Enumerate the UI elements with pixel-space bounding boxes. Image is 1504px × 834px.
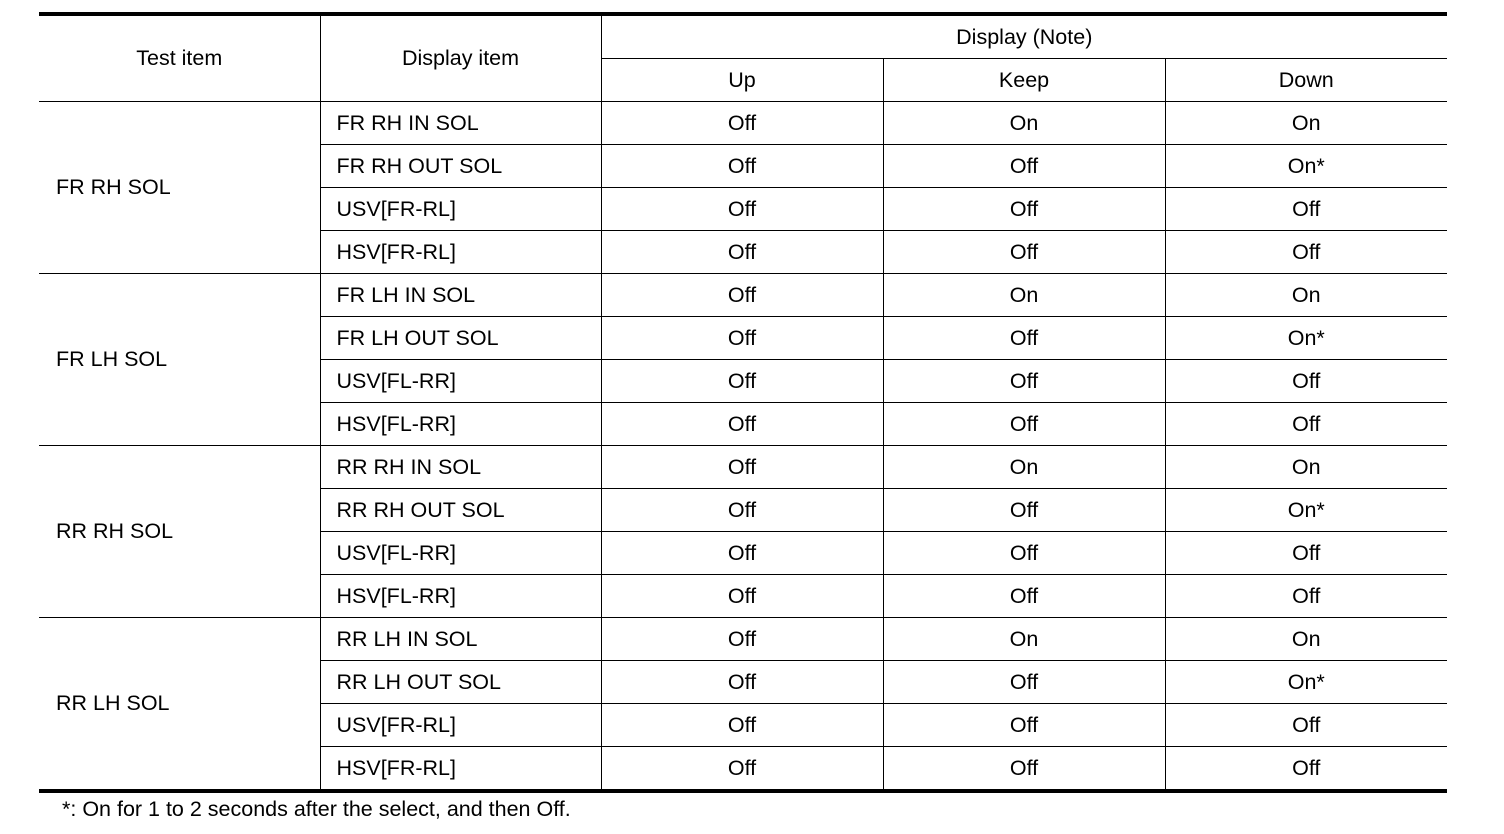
down-value-cell: On* xyxy=(1165,661,1447,704)
display-item-cell: RR RH IN SOL xyxy=(320,446,601,489)
keep-value-cell: Off xyxy=(883,704,1165,747)
keep-value-cell: Off xyxy=(883,747,1165,792)
display-item-cell: HSV[FR-RL] xyxy=(320,231,601,274)
up-value-cell: Off xyxy=(601,489,883,532)
table-header xyxy=(39,14,1447,102)
down-value-cell: Off xyxy=(1165,575,1447,618)
up-value-cell: Off xyxy=(601,704,883,747)
keep-value-cell: Off xyxy=(883,317,1165,360)
table-body xyxy=(39,102,1447,792)
test-item-cell: RR RH SOL xyxy=(39,446,320,618)
down-value-cell: On xyxy=(1165,618,1447,661)
display-item-cell: USV[FR-RL] xyxy=(320,188,601,231)
down-value-cell: Off xyxy=(1165,188,1447,231)
up-value-cell: Off xyxy=(601,532,883,575)
display-item-cell: RR LH OUT SOL xyxy=(320,661,601,704)
keep-value-cell: On xyxy=(883,618,1165,661)
display-item-cell: FR RH IN SOL xyxy=(320,102,601,145)
header-display-item: Display item xyxy=(320,14,601,102)
up-value-cell: Off xyxy=(601,618,883,661)
display-item-cell: FR RH OUT SOL xyxy=(320,145,601,188)
keep-value-cell: On xyxy=(883,274,1165,317)
down-value-cell: On* xyxy=(1165,317,1447,360)
test-item-cell: FR RH SOL xyxy=(39,102,320,274)
up-value-cell: Off xyxy=(601,661,883,704)
keep-value-cell: Off xyxy=(883,403,1165,446)
table-row xyxy=(39,102,1447,145)
keep-value-cell: On xyxy=(883,102,1165,145)
display-item-cell: RR LH IN SOL xyxy=(320,618,601,661)
down-value-cell: Off xyxy=(1165,231,1447,274)
header-display-note: Display (Note) xyxy=(601,14,1447,59)
up-value-cell: Off xyxy=(601,102,883,145)
table-row xyxy=(39,446,1447,489)
solenoid-display-table xyxy=(39,12,1447,793)
test-item-cell: RR LH SOL xyxy=(39,618,320,792)
down-value-cell: Off xyxy=(1165,532,1447,575)
keep-value-cell: Off xyxy=(883,188,1165,231)
header-up: Up xyxy=(601,59,883,102)
display-item-cell: HSV[FR-RL] xyxy=(320,747,601,792)
down-value-cell: Off xyxy=(1165,360,1447,403)
keep-value-cell: Off xyxy=(883,532,1165,575)
keep-value-cell: Off xyxy=(883,489,1165,532)
up-value-cell: Off xyxy=(601,403,883,446)
down-value-cell: Off xyxy=(1165,747,1447,792)
down-value-cell: On xyxy=(1165,274,1447,317)
header-down: Down xyxy=(1165,59,1447,102)
keep-value-cell: On xyxy=(883,446,1165,489)
up-value-cell: Off xyxy=(601,575,883,618)
display-item-cell: USV[FL-RR] xyxy=(320,532,601,575)
display-item-cell: FR LH IN SOL xyxy=(320,274,601,317)
keep-value-cell: Off xyxy=(883,661,1165,704)
display-item-cell: FR LH OUT SOL xyxy=(320,317,601,360)
up-value-cell: Off xyxy=(601,446,883,489)
down-value-cell: On xyxy=(1165,446,1447,489)
up-value-cell: Off xyxy=(601,188,883,231)
table-row xyxy=(39,274,1447,317)
down-value-cell: On xyxy=(1165,102,1447,145)
header-row-1 xyxy=(39,14,1447,59)
display-item-cell: HSV[FL-RR] xyxy=(320,403,601,446)
keep-value-cell: Off xyxy=(883,575,1165,618)
down-value-cell: Off xyxy=(1165,403,1447,446)
down-value-cell: Off xyxy=(1165,704,1447,747)
up-value-cell: Off xyxy=(601,145,883,188)
header-test-item: Test item xyxy=(39,14,320,102)
display-item-cell: RR RH OUT SOL xyxy=(320,489,601,532)
up-value-cell: Off xyxy=(601,747,883,792)
display-item-cell: USV[FL-RR] xyxy=(320,360,601,403)
keep-value-cell: Off xyxy=(883,231,1165,274)
keep-value-cell: Off xyxy=(883,360,1165,403)
header-keep: Keep xyxy=(883,59,1165,102)
up-value-cell: Off xyxy=(601,360,883,403)
test-item-cell: FR LH SOL xyxy=(39,274,320,446)
down-value-cell: On* xyxy=(1165,145,1447,188)
up-value-cell: Off xyxy=(601,274,883,317)
up-value-cell: Off xyxy=(601,231,883,274)
keep-value-cell: Off xyxy=(883,145,1165,188)
up-value-cell: Off xyxy=(601,317,883,360)
display-item-cell: HSV[FL-RR] xyxy=(320,575,601,618)
table-row xyxy=(39,618,1447,661)
down-value-cell: On* xyxy=(1165,489,1447,532)
display-item-cell: USV[FR-RL] xyxy=(320,704,601,747)
footnote: *: On for 1 to 2 seconds after the select, and then Off. xyxy=(62,797,571,821)
